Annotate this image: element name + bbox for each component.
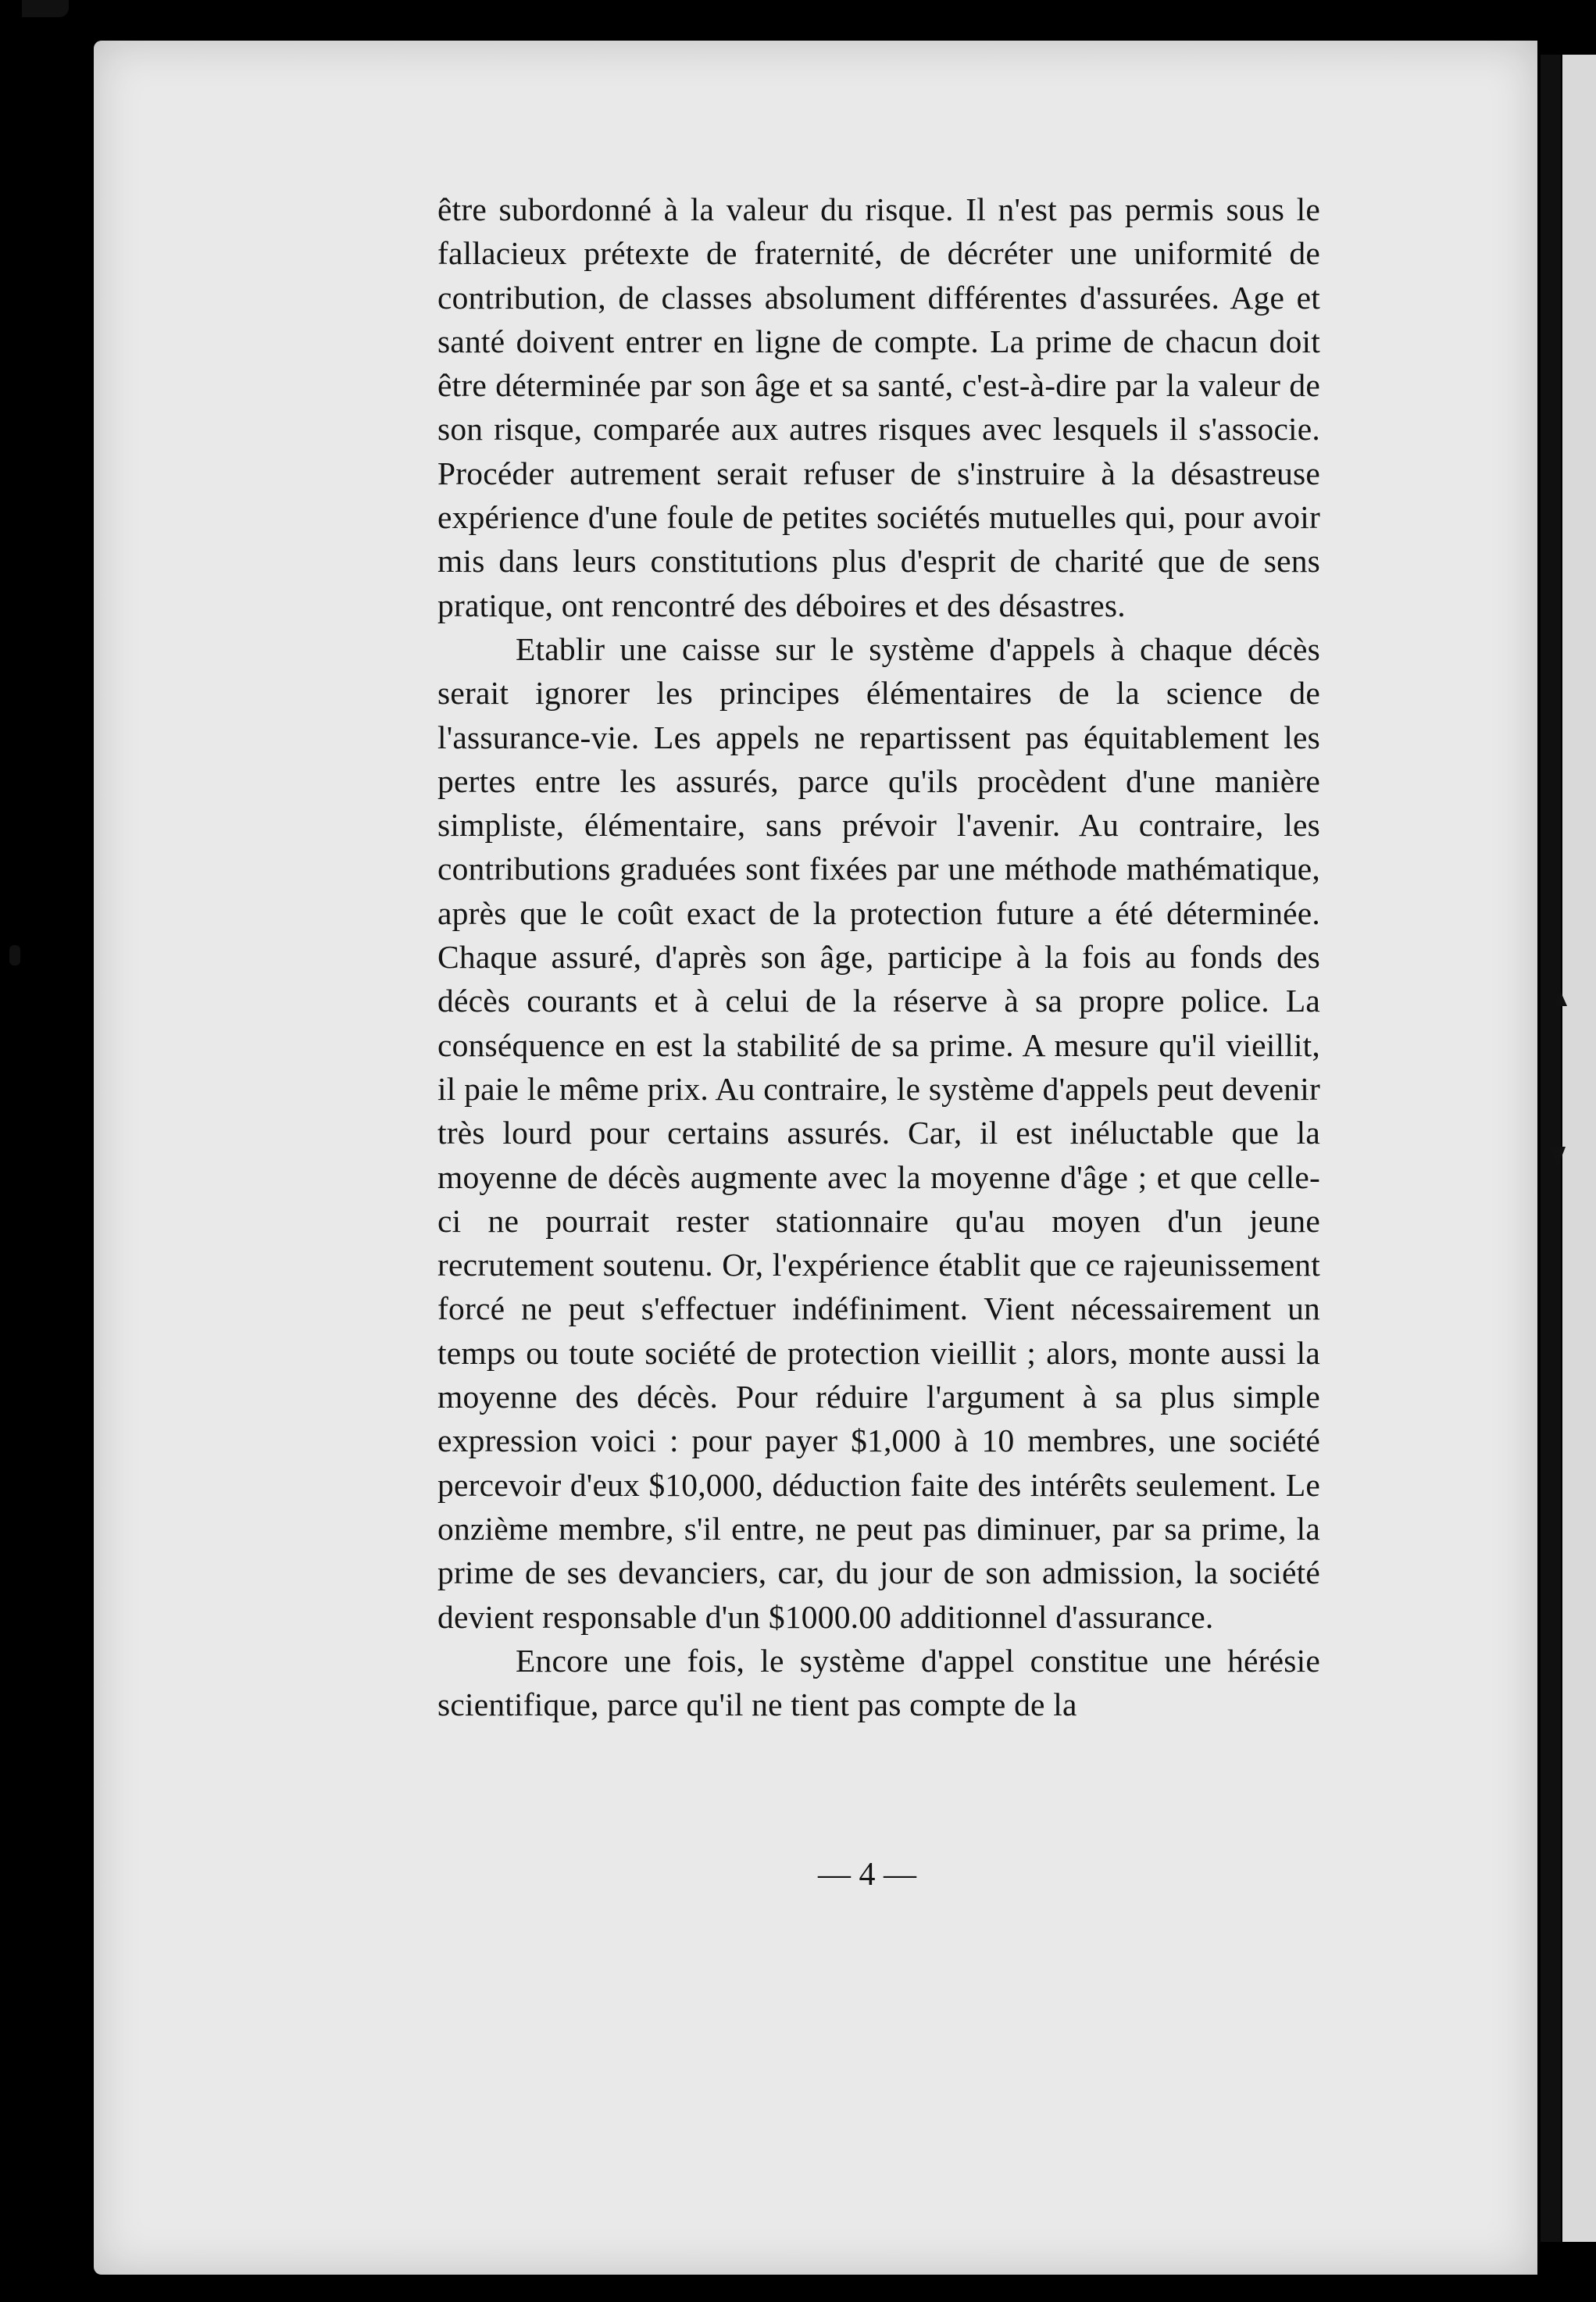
scan-marker-down — [1550, 1147, 1566, 1167]
paragraph-2: Etablir une caisse sur le système d'appels à chaque décès serait ignorer les principes élémentaires de la science de l'assurance-vie. Les appels ne repartissent pas équitablement les pertes entre les assurés, parce qu'ils procèdent d'une manière simpliste, élémentaire, sans prévoir l'avenir. Au contraire, les contributions graduées sont fixées par une méthode mathématique, après que le coût exact de la protection future a été déterminée. Chaque assuré, d'après son âge, participe à la fois au fonds des décès courants et à celui de la réserve à sa propre police. La conséquence en est la stabilité de sa prime. A mesure qu'il vieillit, il paie le même prix. Au contraire, le système d'appels peut devenir très lourd pour certains assurés. Car, il est inéluctable que la moyenne de décès augmente avec la moyenne d'âge ; et que celle-ci ne pourrait rester stationnaire qu'au moyen d'un jeune recrutement soutenu. Or, l'expérience établit que ce rajeunissement forcé ne peut s'effectuer indéfiniment. Vient nécessairement un temps ou toute société de protection vieillit ; alors, monte aussi la moyenne des décès. Pour réduire l'argument à sa plus simple expression voici : pour payer $1,000 à 10 membres, une société percevoir d'eux $10,000, déduction faite des intérêts seulement. Le onzième membre, s'il entre, ne peut pas diminuer, par sa prime, la prime de ses devanciers, car, du jour de son admission, la société devient responsable d'un $1000.00 additionnel d'assurance. — [437, 630, 1320, 1635]
scan-speck — [9, 945, 20, 965]
page-number: — 4 — — [818, 1857, 916, 1893]
scan-marker-up — [1555, 992, 1567, 1006]
paragraph-3: Encore une fois, le système d'appel constitue une hérésie scientifique, parce qu'il ne tient pas compte de la — [437, 1642, 1320, 1723]
adjacent-page-edge — [1562, 55, 1596, 2242]
scan-edge-mark — [22, 0, 69, 17]
body-text — [437, 187, 1320, 1726]
paragraph-1: être subordonné à la valeur du risque. Il n'est pas permis sous le fallacieux prétexte de fraternité, de décréter une uniformité de contribution, de classes absolument différentes d'assurées. Age et santé doivent entrer en ligne de compte. La prime de chacun doit être déterminée par son âge et sa santé, c'est-à-dire par la valeur de son risque, comparée aux autres risques avec lesquels il s'associe. Procéder autrement serait refuser de s'instruire à la désastreuse expérience d'une foule de petites sociétés mutuelles qui, pour avoir mis dans leurs constitutions plus d'esprit de charité que de sens pratique, ont rencontré des déboires et des désastres. — [437, 191, 1320, 623]
